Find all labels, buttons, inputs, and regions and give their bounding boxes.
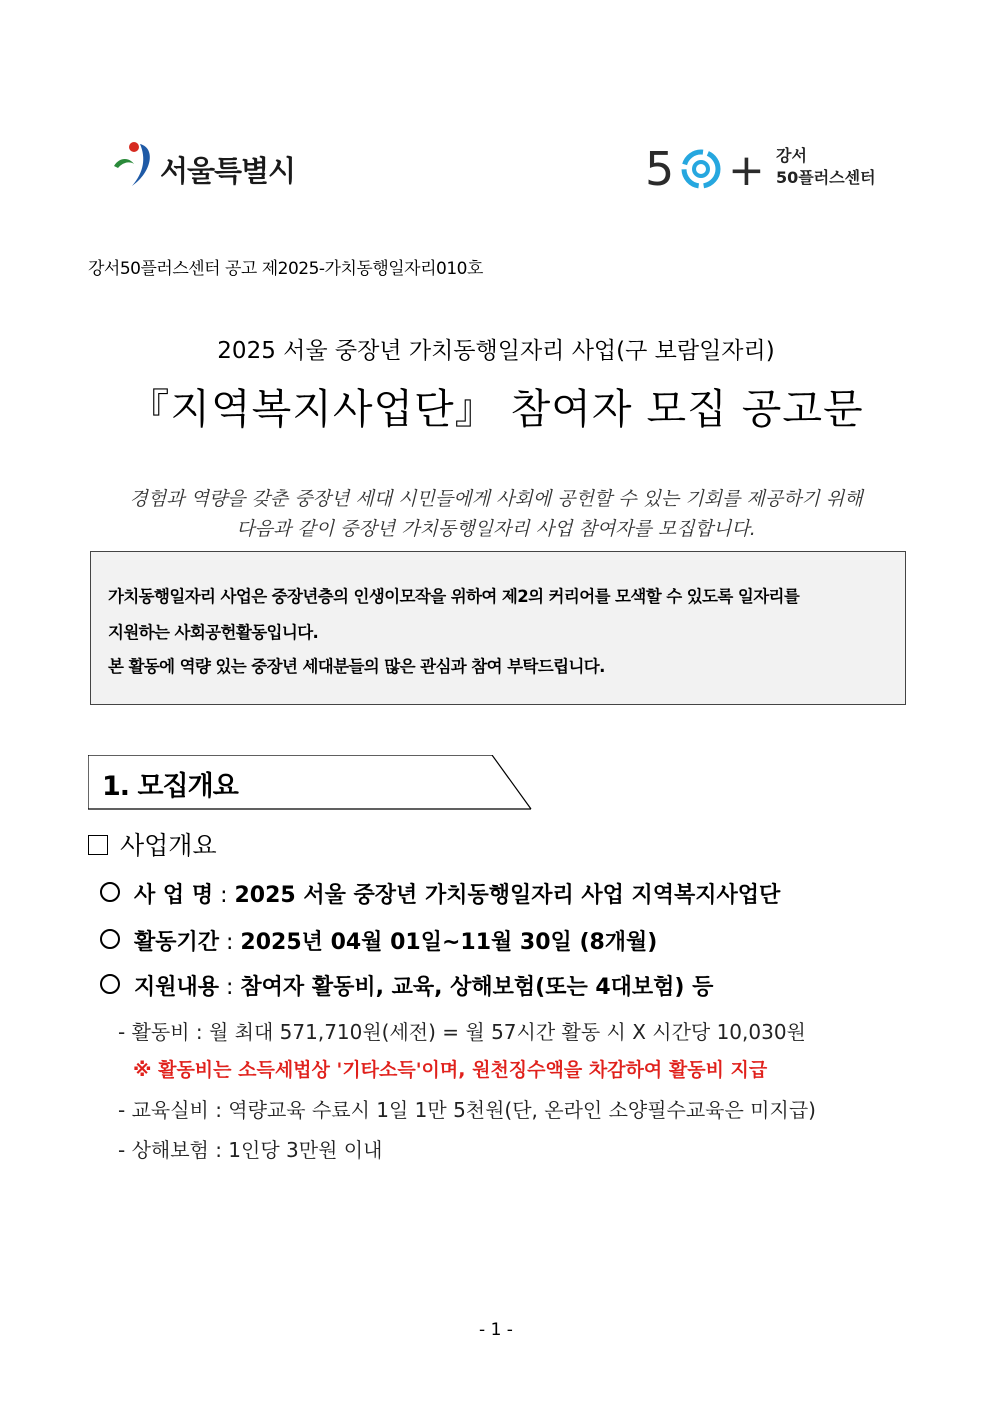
list-item: 활동기간 : 2025년 04월 01일~11월 30일 (8개월) — [100, 925, 657, 956]
circle-bullet-icon — [100, 974, 120, 994]
intro-line-1: 경험과 역량을 갖춘 중장년 세대 시민들에게 사회에 공헌할 수 있는 기회를 제공하기 위해 — [129, 488, 863, 510]
center-logo-line2: 50플러스센터 — [776, 168, 876, 187]
seoul-emblem-icon — [112, 140, 158, 192]
info-box — [90, 551, 906, 705]
item-label: 활동기간 — [134, 930, 220, 955]
fifty-plus-mark-icon — [645, 138, 775, 198]
section-heading — [88, 755, 533, 811]
logo-plus: + — [728, 145, 765, 196]
item-value: 참여자 활동비, 교육, 상해보험(또는 4대보험) 등 — [240, 975, 714, 1000]
detail-line: - 교육실비 : 역량교육 수료시 1일 1만 5천원(단, 온라인 소양필수교육은 미지급) — [118, 1098, 816, 1122]
info-line-3: 본 활동에 역량 있는 중장년 세대분들의 많은 관심과 참여 부탁드립니다. — [108, 657, 605, 676]
fifty-plus-logo — [645, 138, 895, 198]
logo-digit: 5 — [645, 142, 675, 196]
seoul-logo — [112, 140, 312, 192]
info-line-2: 지원하는 사회공헌활동입니다. — [108, 623, 319, 642]
title-subtitle: 2025 서울 중장년 가치동행일자리 사업(구 보람일자리) — [217, 338, 775, 364]
info-line-1: 가치동행일자리 사업은 중장년층의 인생이모작을 위하여 제2의 커리어를 모색할 수 있도록 일자리를 — [108, 587, 800, 606]
item-value: 2025 서울 중장년 가치동행일자리 사업 지역복지사업단 — [234, 883, 781, 908]
circle-bullet-icon — [100, 882, 120, 902]
page-title: 『지역복지사업단』 참여자 모집 공고문 — [128, 385, 864, 433]
list-item: 사 업 명 : 2025 서울 중장년 가치동행일자리 사업 지역복지사업단 — [100, 878, 780, 909]
item-label: 지원내용 — [134, 975, 220, 1000]
note-text: ※ 활동비는 소득세법상 '기타소득'이며, 원천징수액을 차감하여 활동비 지급 — [133, 1059, 768, 1081]
circle-bullet-icon — [100, 929, 120, 949]
seoul-logo-text: 서울특별시 — [160, 154, 296, 188]
list-item: 지원내용 : 참여자 활동비, 교육, 상해보험(또는 4대보험) 등 — [100, 970, 713, 1001]
item-value: 2025년 04월 01일~11월 30일 (8개월) — [240, 930, 658, 955]
intro-line-2: 다음과 같이 중장년 가치동행일자리 사업 참여자를 모집합니다. — [236, 518, 756, 540]
detail-line: - 상해보험 : 1인당 3만원 이내 — [118, 1138, 383, 1162]
checkbox-square-icon — [88, 835, 108, 855]
item-label: 사 업 명 — [134, 883, 214, 908]
detail-line: - 활동비 : 월 최대 571,710원(세전) = 월 57시간 활동 시 X 시간당 10,030원 — [118, 1020, 806, 1044]
subheading-label: 사업개요 — [120, 831, 217, 860]
subheading — [88, 826, 217, 862]
notice-number: 강서50플러스센터 공고 제2025-가치동행일자리010호 — [88, 259, 483, 279]
page-number: - 1 - — [479, 1320, 513, 1340]
center-logo-line1: 강서 — [776, 146, 807, 165]
section-heading-label: 1. 모집개요 — [102, 771, 238, 802]
